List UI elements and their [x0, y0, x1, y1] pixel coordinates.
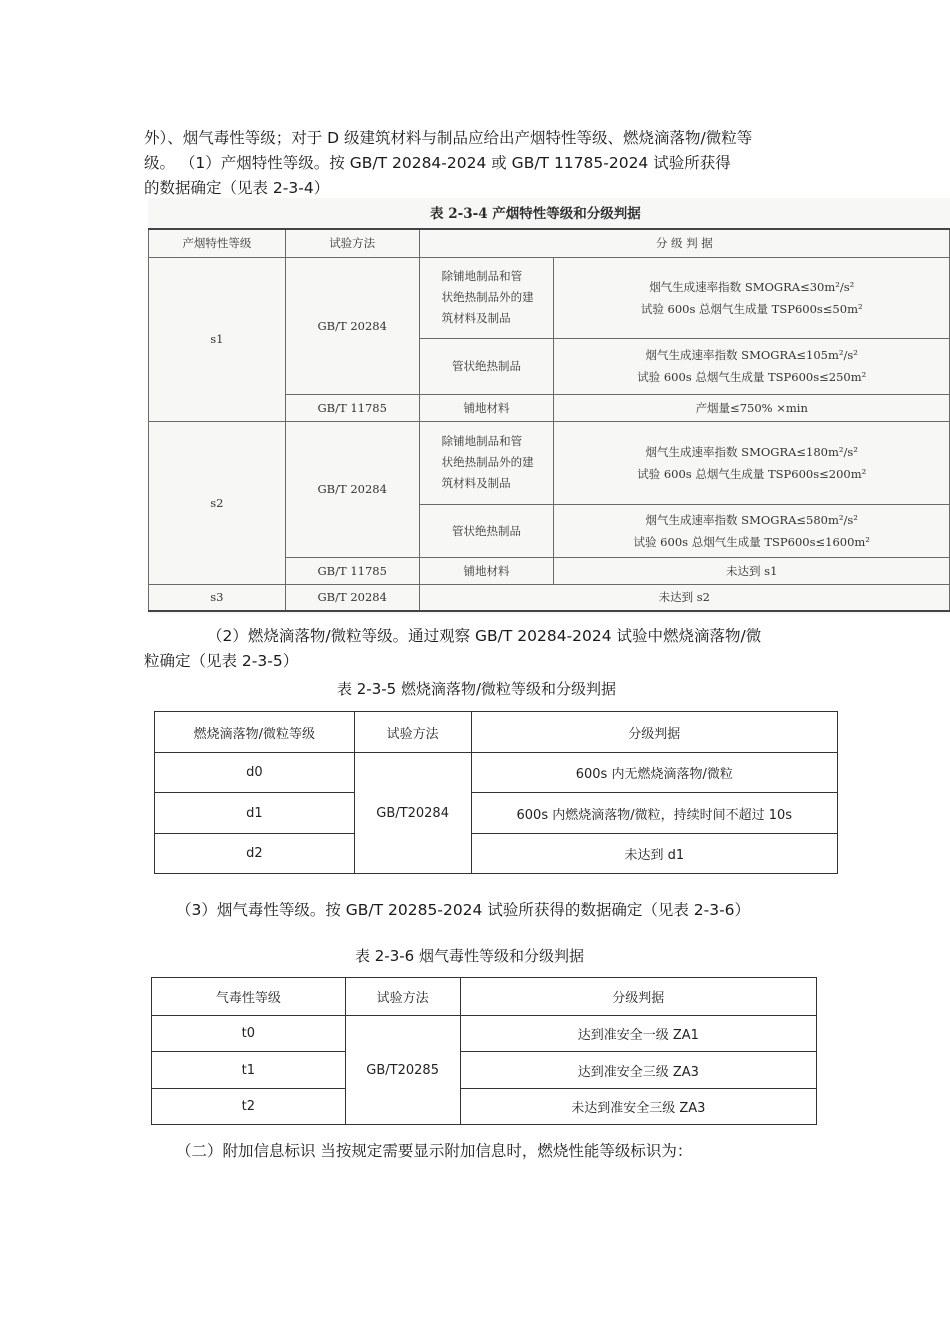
category-cell: 管状绝热制品 [419, 338, 554, 394]
criteria-cell: 600s 内燃烧滴落物/微粒，持续时间不超过 10s [471, 793, 837, 834]
grade-cell: t0 [152, 1016, 346, 1052]
category-line: 除铺地制品和管 [441, 269, 523, 283]
category-cell [419, 257, 554, 338]
header-smoke-grade: 产烟特性等级 [149, 229, 286, 257]
table-header-row [155, 712, 838, 753]
paragraph-4: （二）附加信息标识 当按规定需要显示附加信息时，燃烧性能等级标识为： [176, 1142, 693, 1160]
method-cell: GB/T 20284 [285, 584, 419, 611]
table-row [155, 834, 838, 874]
category-cell: 管状绝热制品 [419, 504, 554, 557]
table-2-3-4 [148, 228, 950, 612]
criteria-line: 试验 600s 总烟气生成量 TSP600s≤200m² [637, 466, 867, 481]
criteria-line: 烟气生成速率指数 SMOGRA≤105m²/s² [645, 348, 858, 362]
header-toxicity-grade: 气毒性等级 [152, 978, 346, 1016]
criteria-cell: 未达到准安全三级 ZA3 [460, 1089, 816, 1125]
header-criteria: 分级判据 [471, 712, 837, 753]
criteria-cell: 600s 内无燃烧滴落物/微粒 [471, 753, 837, 793]
criteria-cell [554, 338, 950, 394]
table-row [149, 421, 950, 504]
criteria-line: 试验 600s 总烟气生成量 TSP600s≤1600m² [633, 534, 870, 549]
category-cell: 铺地材料 [419, 557, 554, 584]
criteria-cell [554, 257, 950, 338]
header-criteria: 分级判据 [460, 978, 816, 1016]
category-cell: 铺地材料 [419, 394, 554, 421]
table-row [152, 1089, 817, 1125]
table-2-3-4-caption: 表 2-3-4 产烟特性等级和分级判据 [430, 206, 641, 222]
header-drip-grade: 燃烧滴落物/微粒等级 [155, 712, 355, 753]
table-2-3-5-caption: 表 2-3-5 燃烧滴落物/微粒等级和分级判据 [337, 680, 617, 698]
criteria-line: 烟气生成速率指数 SMOGRA≤30m²/s² [649, 279, 855, 294]
criteria-line: 烟气生成速率指数 SMOGRA≤180m²/s² [645, 444, 858, 459]
paragraph-1-line-3: 的数据确定（见表 2-3-4） [144, 179, 330, 197]
category-line: 筑材料及制品 [441, 311, 511, 325]
grade-cell: t2 [152, 1089, 346, 1125]
table-2-3-4-scan [148, 198, 950, 614]
table-2-3-5 [154, 711, 838, 874]
category-line: 状绝热制品外的建 [441, 290, 534, 304]
paragraph-2-line-2: 粒确定（见表 2-3-5） [144, 652, 299, 670]
table-row [152, 1016, 817, 1052]
criteria-cell [554, 421, 950, 504]
criteria-cell: 达到准安全一级 ZA1 [460, 1016, 816, 1052]
table-header-row [149, 229, 950, 257]
grade-cell: d0 [155, 753, 355, 793]
paragraph-1-line-2: 级。 （1）产烟特性等级。按 GB/T 20284-2024 或 GB/T 11785-2024 试验所获得 [144, 154, 731, 172]
header-test-method: 试验方法 [354, 712, 471, 753]
table-row [155, 753, 838, 793]
header-test-method: 试验方法 [285, 229, 419, 257]
table-row [149, 257, 950, 338]
grade-s3: s3 [149, 584, 286, 611]
method-cell: GB/T 20284 [285, 257, 419, 394]
grade-s2: s2 [149, 421, 286, 584]
category-line: 状绝热制品外的建 [441, 455, 534, 469]
category-line: 除铺地制品和管 [441, 434, 523, 448]
criteria-cell: 未达到 s2 [419, 584, 949, 611]
table-row [155, 793, 838, 834]
method-cell: GB/T 20284 [285, 421, 419, 557]
header-criteria: 分 级 判 据 [419, 229, 949, 257]
grade-s1: s1 [149, 257, 286, 421]
criteria-cell: 产烟量≤750% ×min [554, 394, 950, 421]
table-2-3-6-caption: 表 2-3-6 烟气毒性等级和分级判据 [355, 947, 584, 965]
criteria-line: 烟气生成速率指数 SMOGRA≤580m²/s² [645, 512, 858, 527]
header-test-method: 试验方法 [345, 978, 460, 1016]
method-cell: GB/T20284 [354, 753, 471, 874]
paragraph-2-line-1: （2）燃烧滴落物/微粒等级。通过观察 GB/T 20284-2024 试验中燃烧滴落物/微 [207, 627, 762, 645]
paragraph-1-line-1: 外）、烟气毒性等级；对于 D 级建筑材料与制品应给出产烟特性等级、燃烧滴落物/微粒等 [144, 129, 753, 147]
criteria-line: 试验 600s 总烟气生成量 TSP600s≤250m² [637, 370, 867, 384]
criteria-cell: 达到准安全三级 ZA3 [460, 1052, 816, 1089]
criteria-cell: 未达到 s1 [554, 557, 950, 584]
category-line: 筑材料及制品 [441, 476, 511, 490]
table-row [149, 584, 950, 611]
method-cell: GB/T20285 [345, 1016, 460, 1125]
method-cell: GB/T 11785 [285, 557, 419, 584]
table-2-3-6 [151, 977, 817, 1125]
criteria-line: 试验 600s 总烟气生成量 TSP600s≤50m² [640, 301, 863, 316]
grade-cell: d2 [155, 834, 355, 874]
grade-cell: d1 [155, 793, 355, 834]
criteria-cell [554, 504, 950, 557]
criteria-cell: 未达到 d1 [471, 834, 837, 874]
method-cell: GB/T 11785 [285, 394, 419, 421]
category-cell [419, 421, 554, 504]
paragraph-3: （3）烟气毒性等级。按 GB/T 20285-2024 试验所获得的数据确定（见表 2-3-6） [176, 901, 751, 919]
table-header-row [152, 978, 817, 1016]
table-row [152, 1052, 817, 1089]
grade-cell: t1 [152, 1052, 346, 1089]
